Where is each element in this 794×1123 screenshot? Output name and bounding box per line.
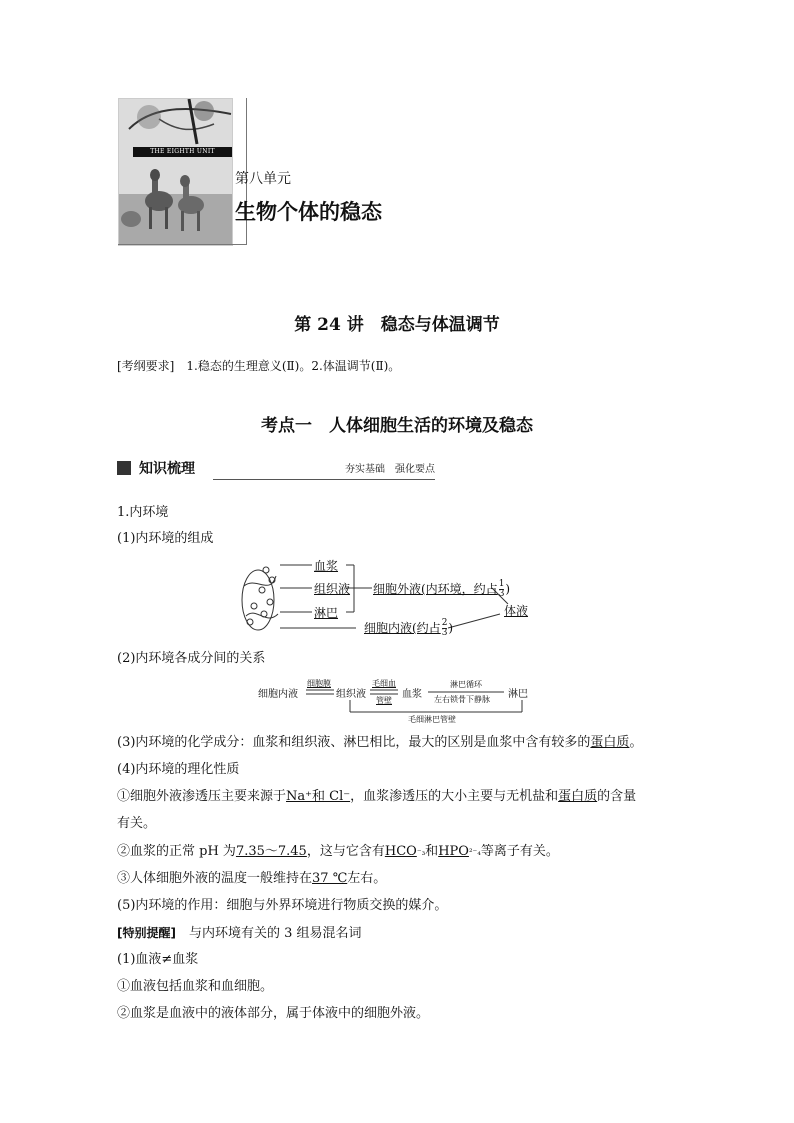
exam-requirement: [考纲要求] 1.稳态的生理意义(Ⅱ)。2.体温调节(Ⅱ)。 (117, 359, 401, 373)
label-cell-membrane: 细胞膜 (307, 679, 331, 688)
node-lymph: 淋巴 (508, 689, 528, 700)
label-plasma: 血浆 (314, 559, 339, 573)
label-lymph: 淋巴 (314, 606, 339, 620)
node-intracellular: 细胞内液 (258, 689, 298, 700)
tip-item-1a: ①血液包括血浆和血细胞。 (117, 979, 274, 994)
heading-composition: (1)内环境的组成 (117, 531, 214, 546)
keypoint-title: 考点一 人体细胞生活的环境及稳态 (261, 416, 533, 436)
node-plasma: 血浆 (402, 689, 422, 700)
label-lymph-capillary-wall: 毛细淋巴管壁 (408, 715, 456, 724)
function-statement: (5)内环境的作用：细胞与外界环境进行物质交换的媒介。 (117, 898, 448, 913)
lecture-title: 第 24 讲 稳态与体温调节 (294, 315, 500, 335)
osmotic-pressure-cont: 有关。 (117, 816, 157, 831)
section-title: 知识梳理 (139, 461, 195, 477)
label-tissue-fluid: 组织液 (314, 582, 351, 596)
relation-diagram-arrows (258, 678, 538, 726)
unit-number: 第八单元 (235, 171, 291, 187)
special-tip: [特别提醒] 与内环境有关的 3 组易混名词 (117, 926, 362, 941)
osmotic-pressure: ①细胞外液渗透压主要来源于Na⁺和 Cl⁻，血浆渗透压的大小主要与无机盐和蛋白质的含量 (117, 789, 637, 804)
heading-internal-environment: 1.内环境 (117, 505, 169, 520)
ph-range: ②血浆的正常 pH 为7.35～7.45，这与它含有HCO⁻₃和HPO²⁻₄等离子有关。 (117, 844, 559, 859)
section-header (117, 458, 435, 482)
label-capillary-wall-top: 毛细血 (372, 679, 396, 688)
chemical-composition: (3)内环境的化学成分：血浆和组织液、淋巴相比，最大的区别是血浆中含有较多的蛋白质。 (117, 735, 643, 750)
section-tagline: 夯实基础 强化要点 (345, 464, 435, 475)
composition-diagram (236, 556, 536, 638)
tip-item-1: (1)血液≠血浆 (117, 952, 199, 967)
label-body-fluid: 体液 (504, 604, 529, 618)
cover-bracket-line (118, 98, 247, 245)
label-subclavian-veins: 左右锁骨下静脉 (434, 695, 490, 704)
label-capillary-wall-bottom: 管壁 (376, 696, 392, 705)
relation-diagram (258, 678, 538, 726)
unit-title: 生物个体的稳态 (235, 200, 382, 224)
tip-item-1b: ②血浆是血液中的液体部分，属于体液中的细胞外液。 (117, 1006, 430, 1021)
label-extracellular-fluid: 细胞外液(内环境，约占 $\frac{1}{3}$ ) (373, 579, 511, 599)
node-tissue-fluid: 组织液 (336, 689, 366, 700)
label-intracellular-fluid: 细胞内液(约占 $\frac{2}{3}$ ) (364, 618, 454, 638)
heading-physicochemical: (4)内环境的理化性质 (117, 762, 240, 777)
heading-relations: (2)内环境各成分间的关系 (117, 651, 266, 666)
section-square-icon (117, 461, 131, 475)
unit-badge: THE EIGHTH UNIT (133, 147, 232, 157)
label-lymph-circulation: 淋巴循环 (450, 680, 482, 689)
temperature: ③人体细胞外液的温度一般维持在37 ℃左右。 (117, 871, 387, 886)
section-rule (213, 479, 435, 480)
